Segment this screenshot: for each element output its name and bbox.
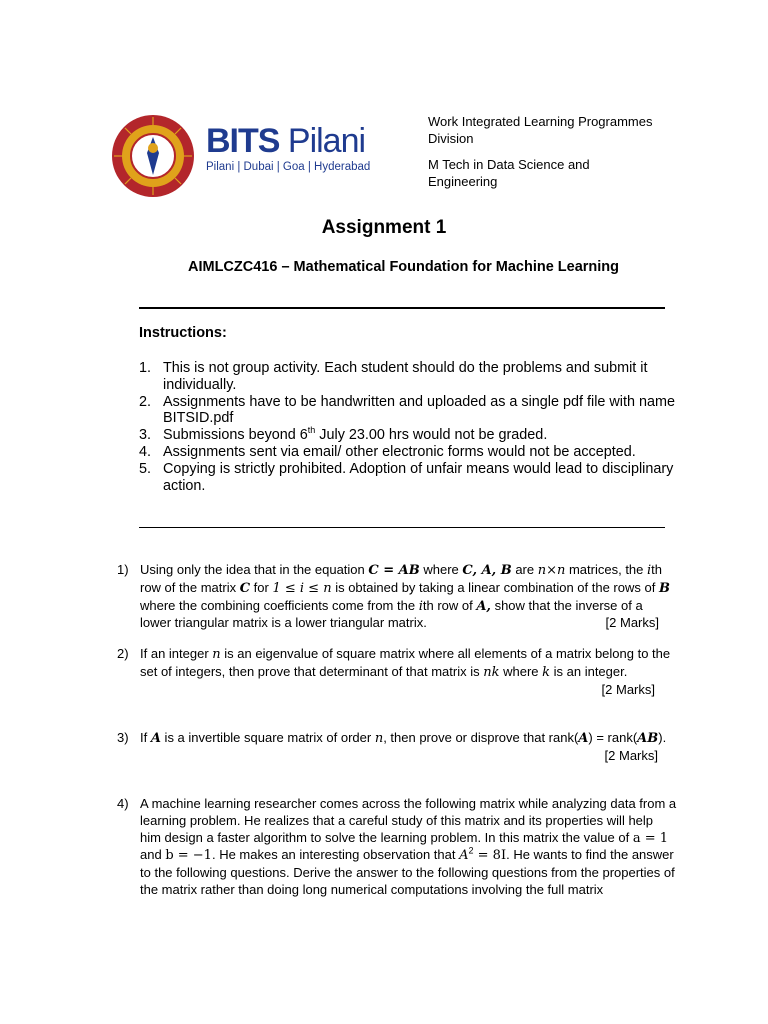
instruction-item: 1. This is not group activity. Each student should do the problems and submit it individually. xyxy=(139,360,648,393)
division-block xyxy=(428,114,658,200)
instruction-item: 2. Assignments have to be handwritten and uploaded as a single pdf file with name BITSID.pdf xyxy=(139,393,675,427)
programme-name: M Tech in Data Science and Engineering xyxy=(428,157,590,189)
page-title: Assignment 1 xyxy=(321,217,447,238)
brand-name: BITS Pilani xyxy=(206,122,366,160)
brand-cities: Pilani | Dubai | Goa | Hyderabad xyxy=(206,161,371,173)
instruction-item: 4. Assignments sent via email/ other electronic forms would not be accepted. xyxy=(139,443,636,460)
marks-label: [2 Marks] xyxy=(605,615,659,631)
instructions-list xyxy=(139,360,679,494)
marks-label: [2 Marks] xyxy=(601,681,655,697)
question-3: 3) If A is a invertible square matrix of order n, then prove or disprove that rank(A) = rank(AB). [2 Marks] xyxy=(117,730,667,763)
instructions-heading: Instructions: xyxy=(139,325,227,341)
bits-seal-icon xyxy=(108,113,198,199)
marks-label: [2 Marks] xyxy=(604,747,658,763)
question-4: 4) A machine learning researcher comes across the following matrix while analyzing data from a learning problem. He realizes that a careful study of this matrix and its properties will help him design a faster algorithm to solve the learning problem. In this matrix the value of a = 1 and b = −1. He makes an interesting observation that $A^2 = 8I$. He wants to find the answer to the following questions. Derive the answer to the following questions from the properties of the matrix rather than doing long numerical computations involving the full matrix xyxy=(117,796,677,897)
course-subtitle: AIMLCZC416 – Mathematical Foundation for Machine Learning xyxy=(188,259,620,275)
instruction-item: 3. Submissions beyond 6th July 23.00 hrs would not be graded. xyxy=(139,425,548,444)
divider-bottom xyxy=(139,527,665,528)
question-2: 2) If an integer n is an eigenvalue of square matrix where all elements of a matrix belong to the set of integers, then prove that determinant of that matrix is nk where k is an integer. [2 Marks] xyxy=(117,646,671,697)
brand-wordmark xyxy=(206,123,370,173)
bits-pilani-logo xyxy=(108,113,378,199)
question-1: 1) Using only the idea that in the equation C = AB where C, A, B are n×n matrices, the ith row of the matrix C for 1 ≤ i ≤ n is obtained by taking a linear combination of the rows of B where the combining coefficients come from the ith row of A, show that the inverse of a lower triangular matrix is a lower triangular matrix. [2 Marks] xyxy=(117,562,670,631)
instruction-item: 5. Copying is strictly prohibited. Adoption of unfair means would lead to disciplinary action. xyxy=(139,460,674,494)
division-name: Work Integrated Learning Programmes Division xyxy=(428,114,653,146)
divider-top xyxy=(139,307,665,309)
